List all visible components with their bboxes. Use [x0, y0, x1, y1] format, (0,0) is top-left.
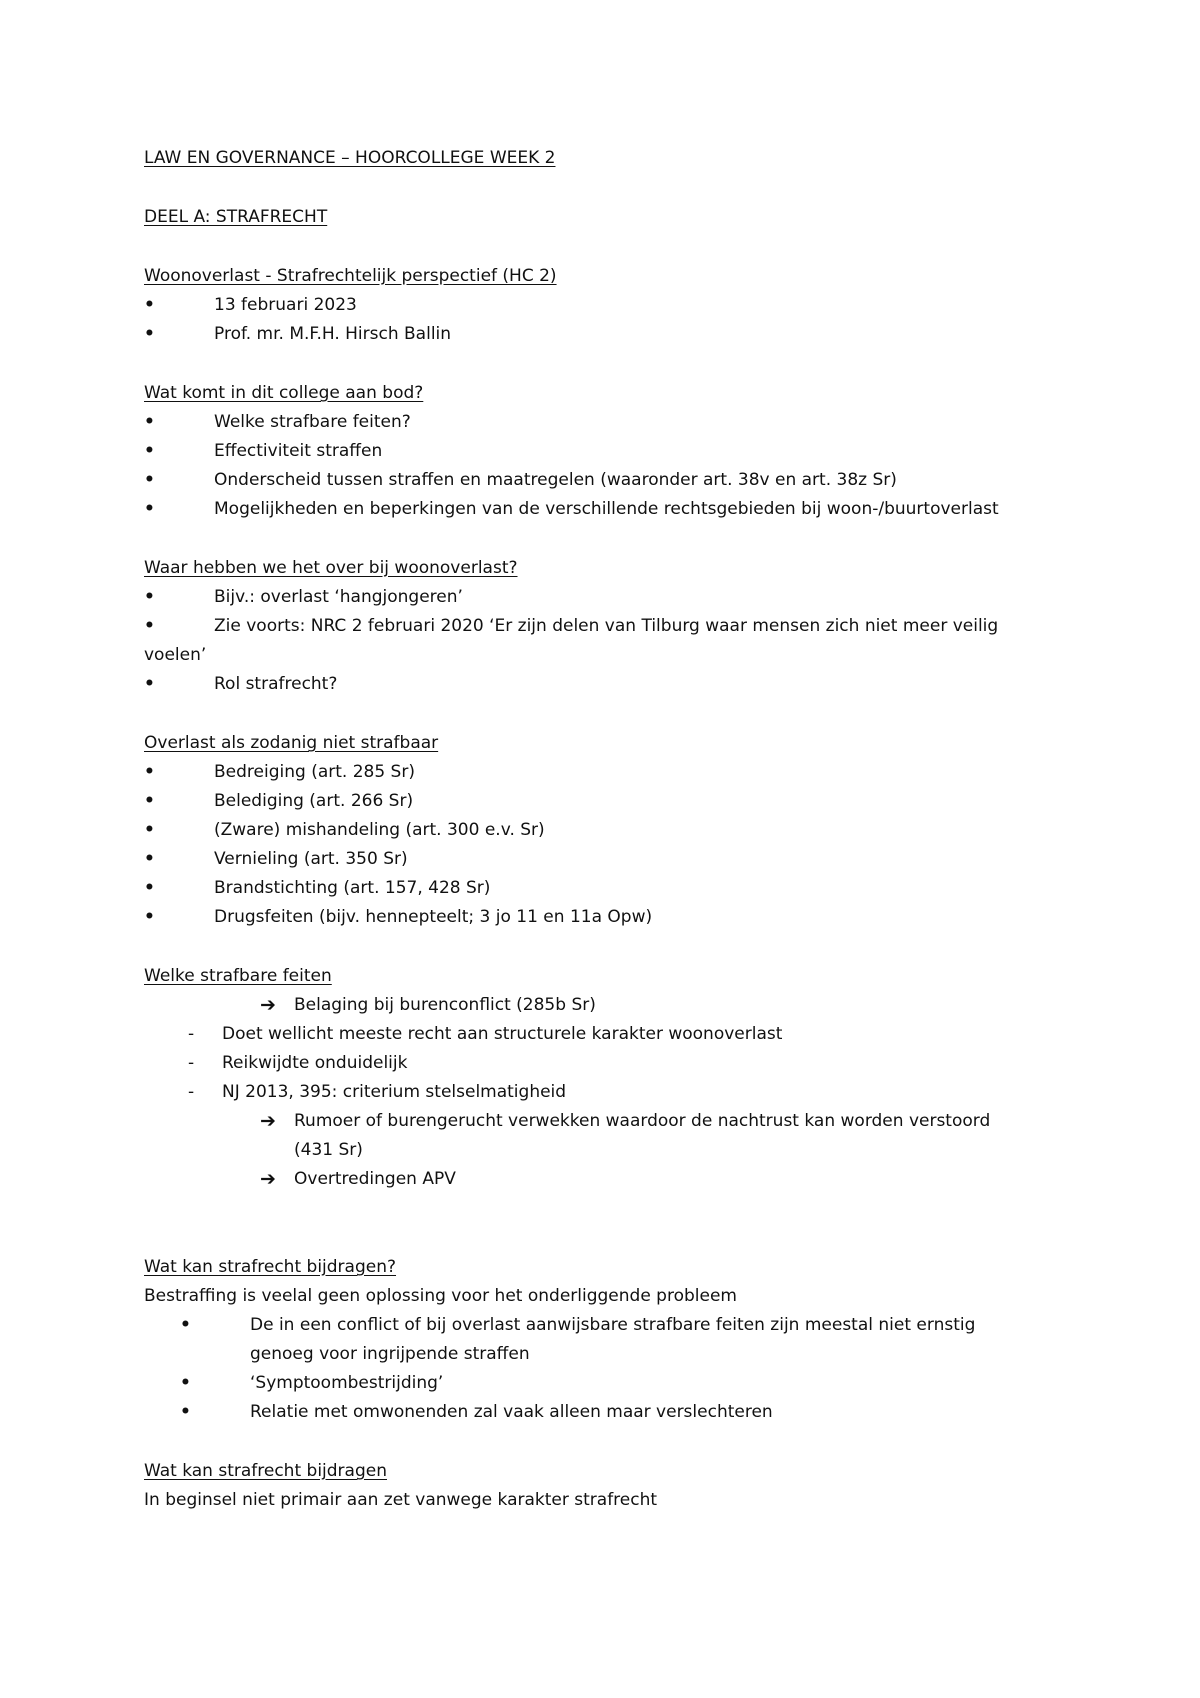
heading-woonoverlast-vraag: Waar hebben we het over bij woonoverlast?: [144, 558, 518, 578]
list-item: • Brandstichting (art. 157, 428 Sr): [214, 877, 490, 899]
heading-woonoverlast: Woonoverlast - Strafrechtelijk perspectief (HC 2): [144, 266, 557, 286]
list-item: • Vernieling (art. 350 Sr): [214, 848, 408, 870]
list-item-continuation: genoeg voor ingrijpende straffen: [250, 1344, 530, 1364]
arrow-item-continuation: (431 Sr): [294, 1140, 363, 1160]
paragraph: Bestraffing is veelal geen oplossing voor het onderliggende probleem: [144, 1286, 737, 1306]
list-item: • Rol strafrecht?: [214, 673, 337, 695]
list-item: • (Zware) mishandeling (art. 300 e.v. Sr): [214, 819, 545, 841]
list-item: • Bijv.: overlast ‘hangjongeren’: [214, 586, 463, 608]
list-item: • Belediging (art. 266 Sr): [214, 790, 413, 812]
heading-welke-strafbare-feiten: Welke strafbare feiten: [144, 966, 332, 986]
dash-item: - NJ 2013, 395: criterium stelselmatigheid: [222, 1081, 566, 1103]
list-item: • Onderscheid tussen straffen en maatregelen (waaronder art. 38v en art. 38z Sr): [214, 469, 897, 491]
list-item: • Drugsfeiten (bijv. hennepteelt; 3 jo 11 en 11a Opw): [214, 906, 652, 928]
document-title: LAW EN GOVERNANCE – HOORCOLLEGE WEEK 2: [144, 148, 556, 168]
list-item: • 13 februari 2023: [214, 294, 357, 316]
section-deel-a: DEEL A: STRAFRECHT: [144, 207, 328, 227]
list-item: • Prof. mr. M.F.H. Hirsch Ballin: [214, 323, 451, 345]
dash-item: - Doet wellicht meeste recht aan structurele karakter woonoverlast: [222, 1023, 782, 1045]
list-item: • Effectiviteit straffen: [214, 440, 382, 462]
heading-overlast-niet-strafbaar: Overlast als zodanig niet strafbaar: [144, 733, 439, 753]
arrow-item: ➔ Overtredingen APV: [294, 1168, 456, 1190]
list-item: • De in een conflict of bij overlast aanwijsbare strafbare feiten zijn meestal niet ernstig: [250, 1314, 975, 1336]
heading-strafrecht-bijdragen: Wat kan strafrecht bijdragen?: [144, 1257, 397, 1277]
arrow-item: ➔ Rumoer of burengerucht verwekken waardoor de nachtrust kan worden verstoord: [294, 1110, 990, 1132]
arrow-item: ➔ Belaging bij burenconflict (285b Sr): [294, 994, 596, 1016]
list-item: • Zie voorts: NRC 2 februari 2020 ‘Er zijn delen van Tilburg waar mensen zich niet meer veilig: [214, 615, 998, 637]
heading-strafrecht-bijdragen-2: Wat kan strafrecht bijdragen: [144, 1461, 387, 1481]
heading-college-inhoud: Wat komt in dit college aan bod?: [144, 383, 424, 403]
list-item: • Relatie met omwonenden zal vaak alleen maar verslechteren: [250, 1401, 773, 1423]
list-item: • Mogelijkheden en beperkingen van de verschillende rechtsgebieden bij woon-/buurtoverlast: [214, 498, 999, 520]
list-item: • Welke strafbare feiten?: [214, 411, 411, 433]
dash-item: - Reikwijdte onduidelijk: [222, 1052, 407, 1074]
list-item: • ‘Symptoombestrijding’: [250, 1372, 443, 1394]
list-item-continuation: voelen’: [144, 645, 207, 665]
paragraph: In beginsel niet primair aan zet vanwege karakter strafrecht: [144, 1490, 658, 1510]
list-item: • Bedreiging (art. 285 Sr): [214, 761, 415, 783]
